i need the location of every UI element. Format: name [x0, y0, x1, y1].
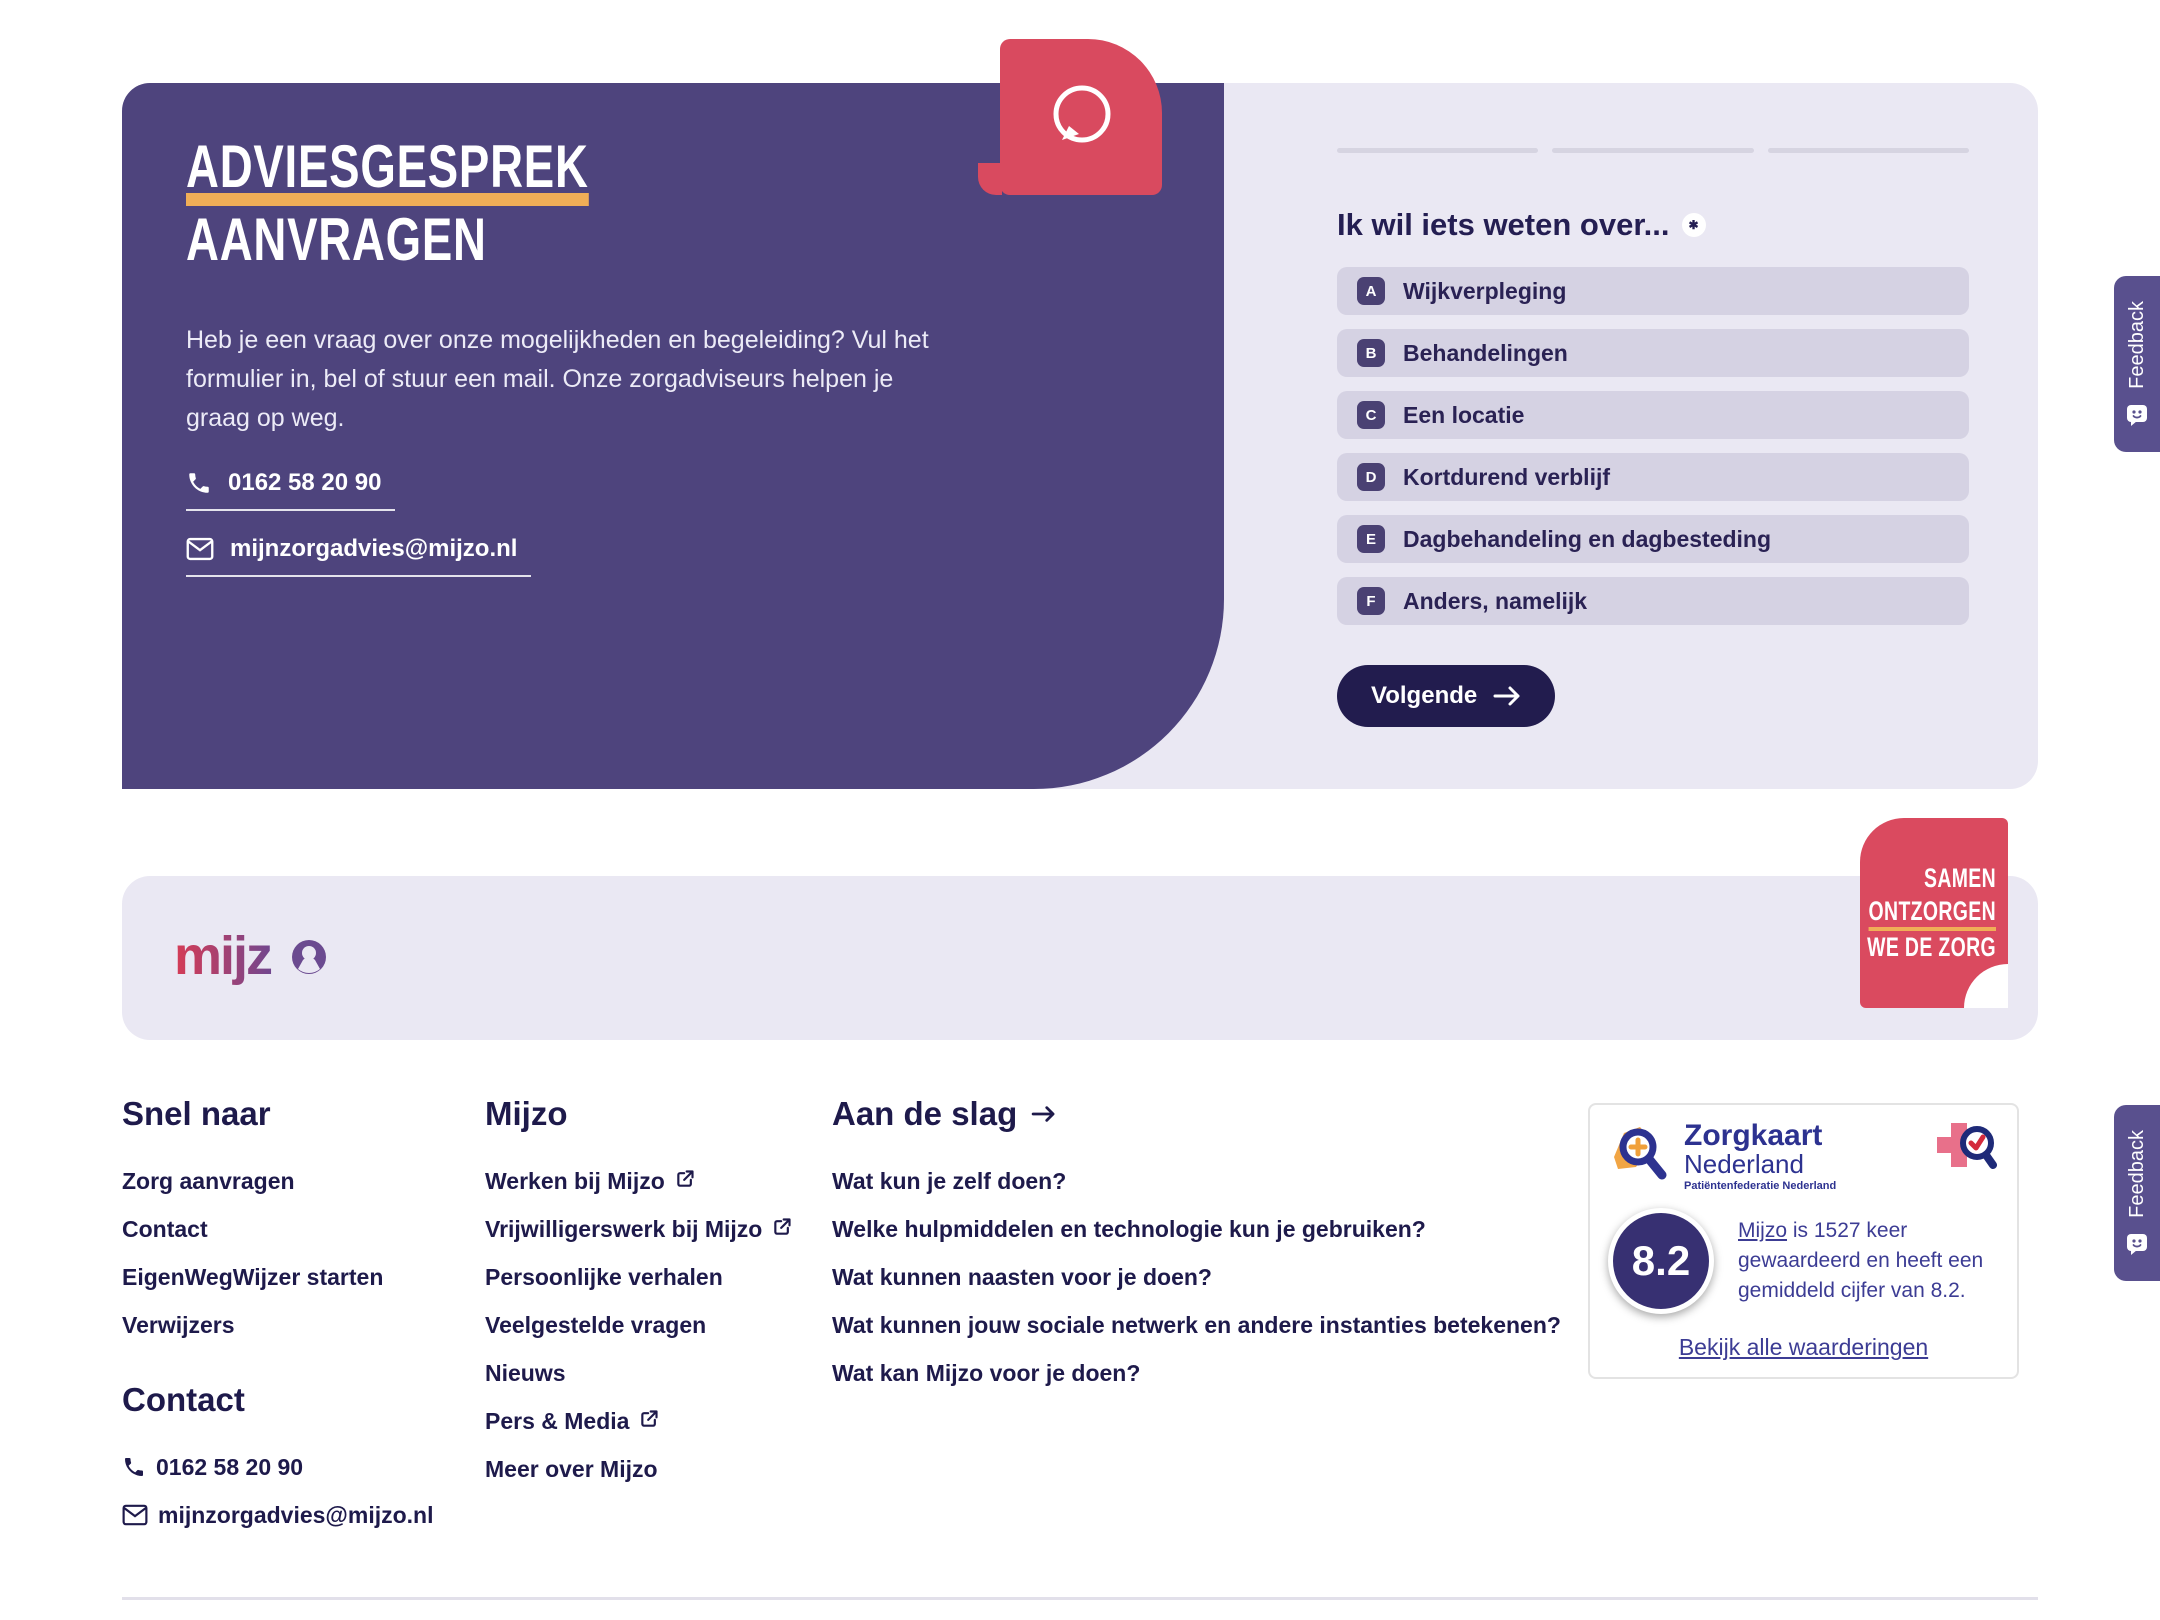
footer-links-snel-naar [122, 1167, 433, 1339]
form-option[interactable] [1337, 329, 1969, 377]
footer-link[interactable] [832, 1167, 1561, 1195]
option-label: Behandelingen [1403, 339, 1568, 366]
footer-email-label: mijnzorgadvies@mijzo.nl [158, 1502, 434, 1528]
option-key-badge: C [1357, 401, 1385, 429]
bottom-divider [122, 1597, 2038, 1600]
form-options [1337, 267, 1969, 625]
feedback-smiley-icon [2125, 403, 2149, 427]
slogan-badge [1860, 818, 2008, 1008]
form-option[interactable] [1337, 577, 1969, 625]
footer-heading-aan-de-slag [832, 1095, 1561, 1133]
footer-link[interactable] [832, 1359, 1561, 1387]
mijzo-review-link[interactable]: Mijzo [1738, 1219, 1788, 1242]
arrow-right-icon [1031, 1104, 1057, 1124]
footer-link-label: Vrijwilligerswerk bij Mijzo [485, 1216, 763, 1242]
option-label: Anders, namelijk [1403, 587, 1588, 614]
footer-link-label: EigenWegWijzer starten [122, 1264, 384, 1290]
progress-segment [1552, 148, 1753, 153]
page-title-line1: ADVIESGESPREK [186, 135, 589, 206]
footer-col-mijzo [485, 1095, 792, 1503]
review-text-rest: is 1527 keer gewaardeerd en heeft een gemiddeld cijfer van 8.2. [1738, 1219, 1984, 1302]
feedback-tab-label: Feedback [2125, 1130, 2148, 1218]
footer-link-label: Verwijzers [122, 1312, 235, 1338]
footer-link[interactable] [832, 1263, 1561, 1291]
footer-link-label: Meer over Mijzo [485, 1456, 658, 1482]
footer-link-label: Nieuws [485, 1360, 566, 1386]
feedback-smiley-icon [2125, 1232, 2149, 1256]
footer-heading-label: Aan de slag [832, 1095, 1018, 1132]
footer-heading-snel-naar: Snel naar [122, 1095, 271, 1132]
footer-link-label: Wat kunnen jouw sociale netwerk en andere instanties betekenen? [832, 1312, 1561, 1338]
option-key-badge: B [1357, 339, 1385, 367]
footer-phone-label: 0162 58 20 90 [156, 1454, 304, 1480]
option-label: Kortdurend verblijf [1403, 463, 1611, 490]
footer-link[interactable] [122, 1167, 433, 1195]
zorgkaart-logo-text [1684, 1121, 1836, 1192]
zorgkaart-title: Zorgkaart [1684, 1119, 1823, 1152]
footer-col-snel-naar [122, 1095, 433, 1549]
feedback-tab-label: Feedback [2125, 301, 2148, 389]
option-key-badge: A [1357, 277, 1385, 305]
hero-email-link[interactable] [186, 535, 531, 577]
progress-segment [1337, 148, 1538, 153]
option-key-badge: F [1357, 587, 1385, 615]
option-label: Wijkverpleging [1403, 277, 1567, 304]
footer-col-aan-de-slag [832, 1095, 1561, 1407]
brand-band [122, 876, 2038, 1040]
footer-link[interactable] [122, 1263, 433, 1291]
envelope-icon [122, 1504, 148, 1526]
footer-email-link[interactable] [122, 1501, 433, 1529]
footer-link[interactable] [485, 1263, 792, 1291]
page-title-line2: AANVRAGEN [186, 206, 487, 273]
zorgkaart-subtitle: Nederland [1684, 1149, 1804, 1179]
hero-phone-link[interactable] [186, 469, 395, 511]
slogan-line3: WE DE ZORG [1867, 932, 1996, 962]
external-link-icon [772, 1215, 792, 1243]
rating-badge: 8.2 [1608, 1208, 1714, 1314]
mijzo-logo[interactable] [174, 926, 334, 995]
feedback-tab[interactable] [2114, 1105, 2160, 1281]
progress-segment [1768, 148, 1969, 153]
footer-link[interactable] [485, 1407, 792, 1435]
mijzo-logo-text: mijz [174, 926, 272, 986]
speech-bubble-badge [1000, 39, 1162, 195]
slogan-line1: SAMEN [1923, 863, 1996, 893]
footer-links-mijzo [485, 1167, 792, 1483]
required-marker: ✱ [1682, 213, 1706, 237]
footer-contact-block [122, 1381, 433, 1529]
external-link-icon [675, 1167, 695, 1195]
footer-link[interactable] [485, 1311, 792, 1339]
footer-link-label: Wat kunnen naasten voor je doen? [832, 1264, 1212, 1290]
footer-phone-link[interactable] [122, 1453, 433, 1481]
chat-bubble-icon [1045, 82, 1117, 152]
review-text [1738, 1216, 1997, 1306]
form-option[interactable] [1337, 391, 1969, 439]
page-title [186, 135, 589, 271]
form-question-text: Ik wil iets weten over... [1337, 207, 1670, 242]
hero-description: Heb je een vraag over onze mogelijkheden en begeleiding? Vul het formulier in, bel of stuur een mail. Onze zorgadviseurs helpen je graag op weg. [186, 326, 929, 432]
footer-link-label: Persoonlijke verhalen [485, 1264, 723, 1290]
footer-link[interactable] [485, 1455, 792, 1483]
footer-link-label: Veelgestelde vragen [485, 1312, 707, 1338]
form-option[interactable] [1337, 267, 1969, 315]
footer-link[interactable] [485, 1359, 792, 1387]
form-question-title [1337, 207, 1969, 243]
feedback-tab[interactable] [2114, 276, 2160, 452]
option-label: Dagbehandeling en dagbesteding [1403, 525, 1772, 552]
advice-form [1337, 148, 1969, 727]
footer-heading-mijzo: Mijzo [485, 1095, 568, 1132]
zorgkaart-header [1590, 1105, 2017, 1192]
zorgkaart-widget [1588, 1103, 2019, 1379]
footer-link-label: Werken bij Mijzo [485, 1168, 665, 1194]
phone-icon [186, 470, 212, 496]
progress-bar [1337, 148, 1969, 153]
footer-heading-contact: Contact [122, 1381, 245, 1418]
footer-links-aan-de-slag [832, 1167, 1561, 1387]
envelope-icon [186, 537, 214, 561]
zorgkaart-caption: Patiëntenfederatie Nederland [1684, 1180, 1837, 1192]
option-key-badge: D [1357, 463, 1385, 491]
footer-link[interactable] [832, 1215, 1561, 1243]
zorgkaart-body [1590, 1192, 2017, 1314]
footer-link-label: Pers & Media [485, 1408, 630, 1434]
hero-email-label: mijnzorgadvies@mijzo.nl [230, 535, 518, 562]
external-link-icon [639, 1407, 659, 1435]
phone-icon [122, 1455, 146, 1479]
footer-link[interactable] [122, 1215, 433, 1243]
footer-link[interactable] [832, 1311, 1561, 1339]
footer-link-label: Welke hulpmiddelen en technologie kun je gebruiken? [832, 1216, 1426, 1242]
slogan-line2: ONTZORGEN [1869, 895, 1996, 931]
footer-link-label: Wat kun je zelf doen? [832, 1168, 1067, 1194]
option-key-badge: E [1357, 525, 1385, 553]
hero-phone-label: 0162 58 20 90 [228, 469, 382, 496]
form-option[interactable] [1337, 453, 1969, 501]
zorgkaart-cross-check-icon [1935, 1121, 1997, 1173]
footer-link-label: Contact [122, 1216, 208, 1242]
zorgkaart-map-magnifier-icon [1604, 1121, 1678, 1183]
option-label: Een locatie [1403, 401, 1525, 428]
footer-link[interactable] [122, 1311, 433, 1339]
arrow-right-icon [1493, 685, 1521, 707]
next-button[interactable] [1337, 665, 1555, 727]
footer-link-label: Zorg aanvragen [122, 1168, 295, 1194]
footer-link[interactable] [485, 1215, 792, 1243]
all-reviews-link[interactable]: Bekijk alle waarderingen [1678, 1334, 1929, 1360]
footer-link[interactable] [485, 1167, 792, 1195]
form-option[interactable] [1337, 515, 1969, 563]
footer-link-label: Wat kan Mijzo voor je doen? [832, 1360, 1141, 1386]
next-button-label: Volgende [1371, 682, 1478, 709]
zorgkaart-logo [1604, 1121, 1836, 1192]
